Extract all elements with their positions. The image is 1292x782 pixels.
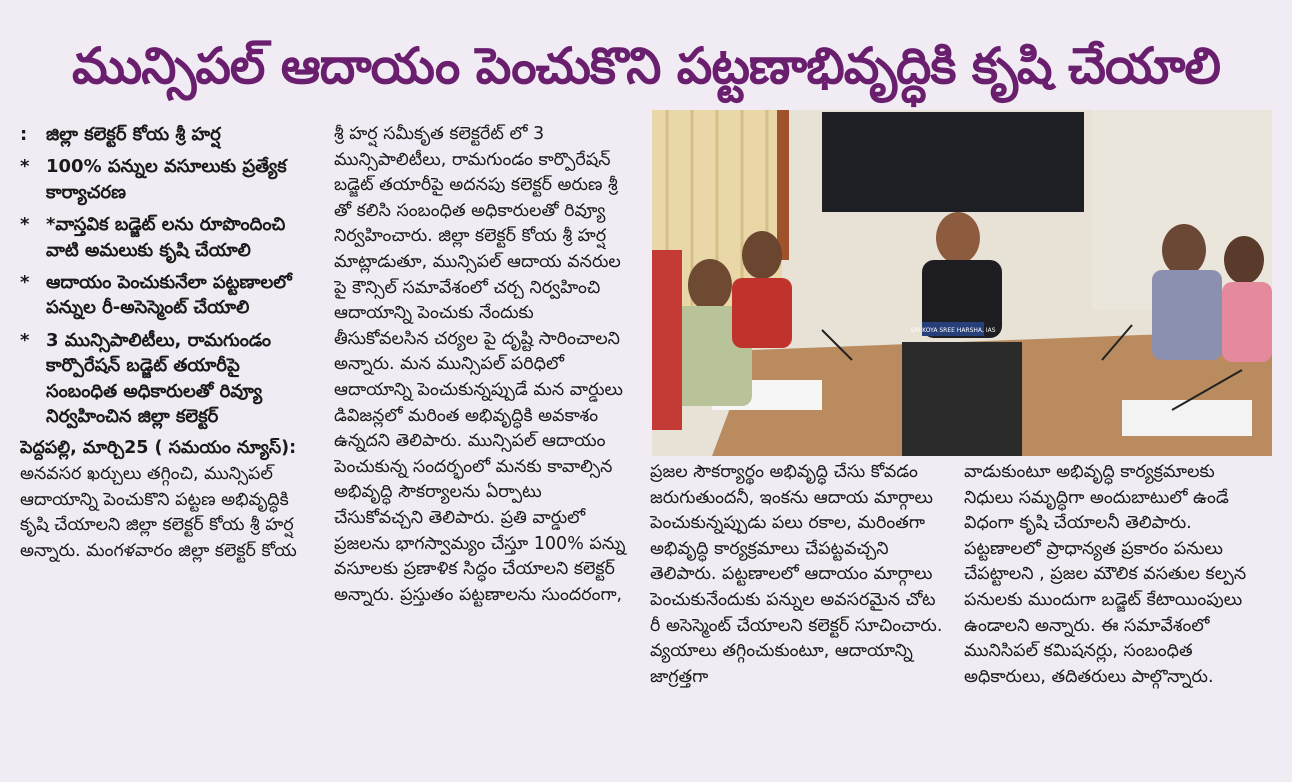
article-text: శ్రీ హర్ష సమీకృత కలెక్టరేట్ లో 3 మున్సిపాలిటీలు, రామగుండం కార్పొరేషన్ బడ్జెట్ తయారీపై అదనపు కలెక్టర్ అరుణ శ్రీ తో కలిసి సంబంధిత అధికారులతో రివ్యూ నిర్వహించారు. జిల్లా కలెక్టర్ కోయ శ్రీ హర్ష మాట్లాడుతూ, మున్సిపల్ ఆదాయ వనరుల పై కౌన్సిల్ సమావేశంలో చర్చ నిర్వహించి ఆదాయాన్ని పెంచుకు నేందుకు తీసుకోవలసిన చర్యల పై దృష్టి సారించాలని అన్నారు. మన మున్సిపల్ పరిధిలో ఆదాయాన్ని పెంచుకున్నప్పుడే మన వార్డులు డివిజన్లలో మరింత అభివృద్ధికి అవకాశం ఉన్నదని తెలిపారు. మున్సిపల్ ఆదాయం పెంచుకున్న సందర్భంలో మనకు కావాల్సిన అభివృద్ధి సౌకర్యాలను ఏర్పాటు చేసుకోవచ్చని తెలిపారు. ప్రతి వార్డులో ప్రజలను భాగస్వామ్యం చేస్తూ 100% పన్ను వసూలకు ప్రణాళిక సిద్ధం చేయాలని కలెక్టర్ అన్నారు. ప్రస్తుతం పట్టణాలను సుందరంగా, — [334, 124, 626, 605]
nameplate-text: SRI KOYA SREE HARSHA, IAS — [910, 327, 996, 334]
highlight-item — [20, 154, 316, 205]
highlight-text: ఆదాయం పెంచుకునేలా పట్టణాలలో పన్నుల రీ-అసెస్మెంట్ చేయాలి — [46, 272, 292, 319]
highlight-item — [20, 212, 316, 263]
highlight-text: 100% పన్నుల వసూలుకు ప్రత్యేక కార్యాచరణ — [46, 156, 287, 203]
highlight-item — [20, 328, 316, 430]
article-text: వాడుకుంటూ అభివృద్ధి కార్యక్రమాలకు నిధులు సమృద్ధిగా అందుబాటులో ఉండే విధంగా కృషి చేయాలనీ తెలిపారు. పట్టణాలలో ప్రాధాన్యత ప్రకారం పనులు చేపట్టాలని , ప్రజల మౌలిక వసతుల కల్పన పనులకు ముందుగా బడ్జెట్ కేటాయింపులు ఉండాలని అన్నారు. ఈ సమావేశంలో మునిసిపల్ కమిషనర్లు, సంబంధిత అధికారులు, తదితరులు పాల్గొన్నారు. — [964, 462, 1247, 687]
meeting-photo-illustration — [652, 110, 1272, 456]
column-1 — [20, 122, 316, 772]
highlight-text: జిల్లా కలెక్టర్ కోయ శ్రీ హర్ష — [46, 124, 221, 145]
article-text: ప్రజల సౌకర్యార్థం అభివృద్ధి చేసు కోవడం జరుగుతుందనీ, ఇంకను ఆదాయ మార్గాలు పెంచుకున్నప్పుడు పలు రకాల, మరింతగా అభివృద్ధి కార్యక్రమాలు చేపట్టవచ్చని తెలిపారు. పట్టణాలలో ఆదాయం మార్గాలు పెంచుకునేందుకు పన్నుల అవసరమైన చోట రీ అసెస్మెంట్ చేయాలని కలెక్టర్ సూచించారు. వ్యయాలు తగ్గించుకుంటూ, ఆదాయాన్ని జాగ్రత్తగా — [650, 462, 943, 687]
highlight-text: 3 మున్సిపాలిటీలు, రామగుండం కార్పొరేషన్ బడ్జెట్ తయారీపై సంబంధిత అధికారులతో రివ్యూ నిర్వహించిన జిల్లా కలెక్టర్ — [46, 329, 272, 428]
bullet-mark: * — [20, 156, 30, 178]
bullet-mark: * — [20, 272, 30, 294]
highlight-item — [20, 270, 316, 321]
article-text: అనవసర ఖర్చులు తగ్గించి, మున్సిపల్ ఆదాయాన్ని పెంచుకొని పట్టణ అభివృద్ధికి కృషి చేయాలని జిల్లా కలెక్టర్ కోయ శ్రీ హర్ష అన్నారు. మంగళవారం జిల్లా కలెక్టర్ కోయ — [20, 464, 297, 561]
headline: మున్సిపల్ ఆదాయం పెంచుకొని పట్టణాభివృద్ధికి కృషి చేయాలి — [72, 36, 1220, 95]
highlight-item — [20, 122, 316, 147]
article-body-start — [20, 436, 316, 564]
dateline: పెద్దపల్లి, మార్చి25 ( సమయం న్యూస్): — [20, 438, 297, 459]
meeting-photo — [652, 110, 1272, 456]
bullet-mark: : — [20, 124, 28, 145]
column-2 — [334, 122, 630, 772]
highlights-list — [20, 122, 316, 429]
bullet-mark: * — [20, 214, 30, 236]
highlight-text: *వాస్తవిక బడ్జెట్ లను రూపొందించి వాటి అమలుకు కృషి చేయాలి — [46, 214, 286, 261]
column-4 — [964, 460, 1264, 772]
column-3 — [650, 460, 944, 772]
bullet-mark: * — [20, 329, 30, 351]
